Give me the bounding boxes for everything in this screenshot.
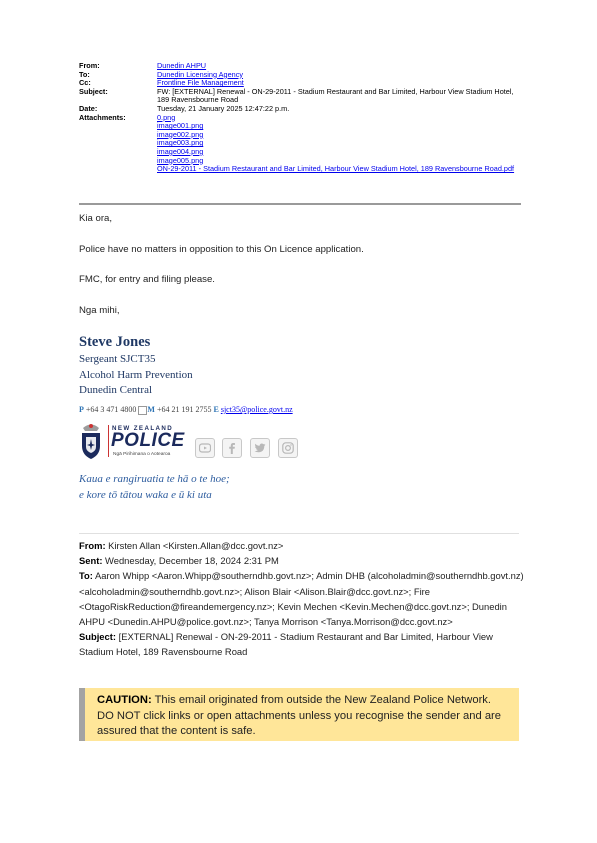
body-paragraph: FMC, for entry and filing please. bbox=[79, 274, 215, 285]
to-link[interactable]: Dunedin Licensing Agency bbox=[157, 69, 244, 79]
fwd-to-value: Aaron Whipp <Aaron.Whipp@southerndhb.govt.nz>; Admin DHB (alcoholadmin@southerndhb.govt.nz) <alcoholadmin@southerndhb.govt.nz>; Alison Blair <Alison.Blair@dcc.govt.nz>; Fire <OtagoRiskReduction@fireandemergency.nz>; Kevin Mechen <Kevin.Mechen@dcc.govt.nz>; Dunedin AHPU <Dunedin.AHPU@police.govt.nz>; Tanya Morrison <Tanya.Morrison@dcc.govt.nz> bbox=[79, 570, 524, 628]
fwd-subject-row bbox=[79, 629, 524, 659]
youtube-icon[interactable] bbox=[195, 438, 215, 458]
header-divider bbox=[79, 203, 521, 205]
attachment-link[interactable]: image002.png bbox=[157, 129, 204, 139]
greeting: Kia ora, bbox=[79, 213, 113, 224]
signature-location: Dunedin Central bbox=[79, 384, 153, 396]
fwd-to-label: To: bbox=[79, 570, 93, 582]
motto-line-1: Kaua e rangiruatia te hā o te hoe; bbox=[79, 473, 230, 485]
caution-label: CAUTION: bbox=[97, 694, 152, 706]
fwd-sent-row bbox=[79, 553, 524, 568]
fwd-subject-label: Subject: bbox=[79, 631, 116, 643]
fwd-sent-label: Sent: bbox=[79, 555, 103, 567]
to-label: To: bbox=[79, 69, 90, 79]
email-link[interactable]: sjct35@police.govt.nz bbox=[220, 405, 293, 414]
attachments-list bbox=[157, 114, 521, 174]
attachment-link[interactable]: image004.png bbox=[157, 146, 204, 156]
phone-number: +64 3 471 4800 bbox=[85, 405, 137, 414]
signature-unit: Alcohol Harm Prevention bbox=[79, 369, 193, 381]
signoff: Nga mihi, bbox=[79, 305, 120, 316]
logo-top-text: NEW ZEALAND bbox=[112, 425, 174, 432]
facebook-icon[interactable] bbox=[222, 438, 242, 458]
phone-key: P bbox=[79, 405, 84, 414]
fwd-from-label: From: bbox=[79, 540, 106, 551]
forwarded-separator bbox=[79, 533, 519, 534]
caution-text: This email originated from outside the New Zealand Police Network. DO NOT click links or open attachments unless you recognise the sender and are assured that the content is safe. bbox=[97, 694, 501, 737]
attachment-link[interactable]: image001.png bbox=[157, 121, 204, 131]
forwarded-header bbox=[79, 538, 524, 660]
date-label: Date: bbox=[79, 103, 98, 113]
attachment-link[interactable]: image003.png bbox=[157, 138, 204, 148]
cc-link[interactable]: Frontline File Management bbox=[157, 78, 244, 88]
fwd-subject-value: [EXTERNAL] Renewal - ON-29-2011 - Stadium Restaurant and Bar Limited, Harbour View Stadium Hotel, 189 Ravensbourne Road bbox=[79, 631, 493, 658]
attachments-label: Attachments: bbox=[79, 112, 126, 122]
from-row bbox=[79, 62, 521, 71]
attachment-link[interactable]: image005.png bbox=[157, 155, 204, 165]
attachment-link[interactable]: ON-29-2011 - Stadium Restaurant and Bar Limited, Harbour View Stadium Hotel, 189 Ravensbourne Road.pdf bbox=[157, 164, 515, 174]
cc-label: Cc: bbox=[79, 78, 91, 88]
instagram-icon[interactable] bbox=[278, 438, 298, 458]
attachment-link[interactable]: 0.png bbox=[157, 112, 176, 122]
email-key: E bbox=[213, 405, 219, 414]
from-link[interactable]: Dunedin AHPU bbox=[157, 61, 207, 70]
logo-main-text: POLICE bbox=[111, 430, 185, 451]
mobile-number: +64 21 191 2755 bbox=[156, 405, 212, 414]
body-paragraph: Police have no matters in opposition to this On Licence application. bbox=[79, 244, 364, 255]
caution-banner bbox=[79, 688, 519, 741]
fwd-sent-value: Wednesday, December 18, 2024 2:31 PM bbox=[105, 555, 279, 567]
to-row bbox=[79, 71, 521, 80]
email-header bbox=[79, 62, 521, 174]
signature-rank: Sergeant SJCT35 bbox=[79, 353, 156, 365]
logo-sub-text: Ngā Pirihimana o Aotearoa bbox=[113, 452, 171, 457]
signature-name: Steve Jones bbox=[79, 334, 151, 350]
police-crest-icon bbox=[79, 422, 103, 460]
attachments-row bbox=[79, 114, 521, 174]
fwd-from-value: Kirsten Allan <Kirsten.Allan@dcc.govt.nz> bbox=[108, 540, 284, 551]
date-row bbox=[79, 105, 521, 114]
mobile-key: M bbox=[147, 405, 155, 414]
subject-value: FW: [EXTERNAL] Renewal - ON-29-2011 - Stadium Restaurant and Bar Limited, Harbour View Stadium Hotel, 189 Ravensbourne Road bbox=[157, 86, 514, 105]
from-label: From: bbox=[79, 61, 100, 70]
contact-line bbox=[79, 405, 293, 415]
nz-police-logo bbox=[79, 421, 187, 461]
subject-row bbox=[79, 88, 521, 105]
fwd-to-row bbox=[79, 568, 524, 629]
twitter-icon[interactable] bbox=[250, 438, 270, 458]
fwd-from-row bbox=[79, 538, 524, 553]
logo-divider bbox=[108, 425, 109, 457]
motto-line-2: e kore tō tātou waka e ū ki uta bbox=[79, 489, 212, 501]
date-value: Tuesday, 21 January 2025 12:47:22 p.m. bbox=[157, 103, 290, 113]
subject-label: Subject: bbox=[79, 86, 108, 96]
